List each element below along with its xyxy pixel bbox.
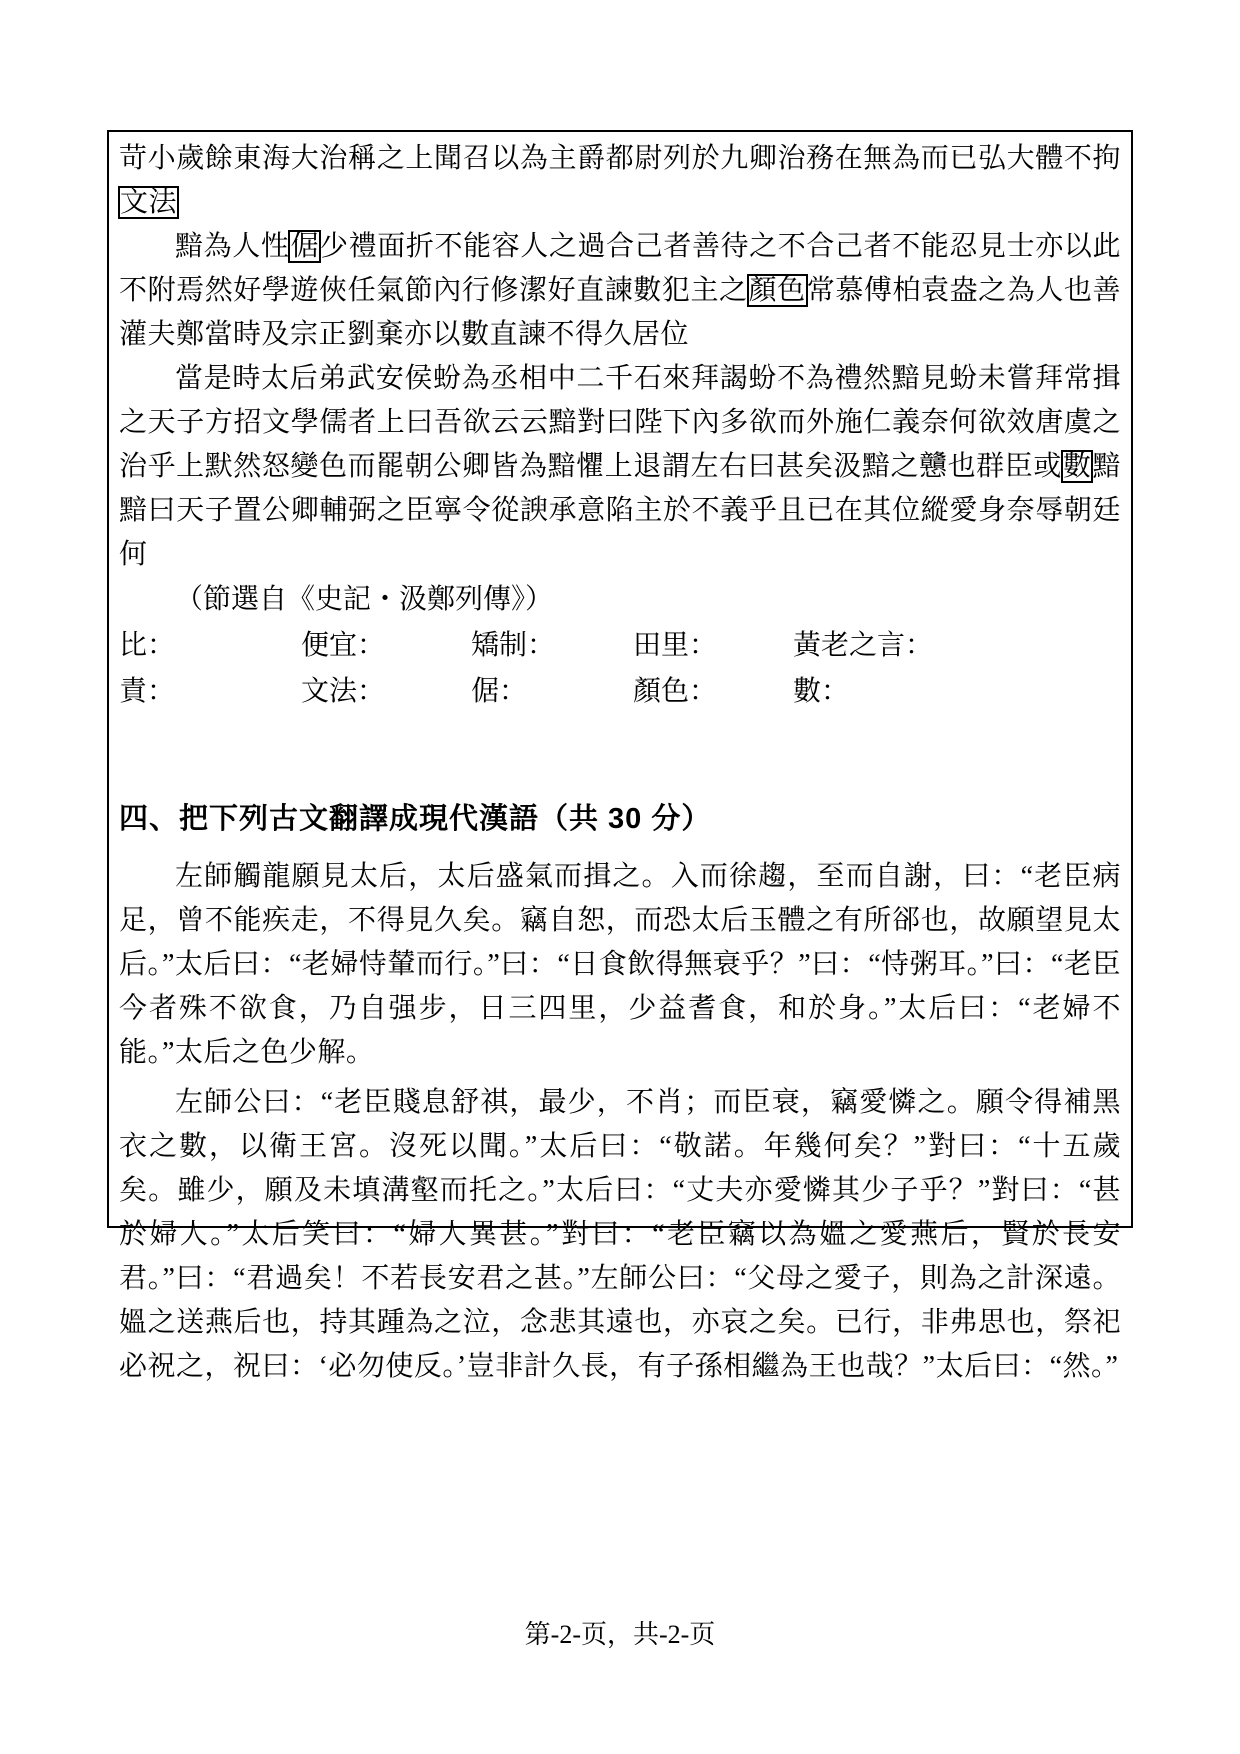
term-label: 文法： <box>301 676 386 707</box>
section-4-heading: 四、把下列古文翻譯成現代漢語（共 30 分） <box>119 803 712 835</box>
passage-source: （節選自《史記・汲鄭列傳》） <box>175 584 554 615</box>
boxed-term: 數 <box>1062 451 1092 482</box>
term-label: 倨： <box>471 676 528 707</box>
term-label: 田里： <box>633 630 718 661</box>
content-box <box>107 130 1133 1382</box>
term-label: 比： <box>119 630 176 661</box>
translation-paragraph-2: 左師公曰：“老臣賤息舒祺，最少，不肖；而臣衰，竊愛憐之。願令得補黑衣之數，以衛王宮。沒死以聞。”太后曰：“敬諾。年幾何矣？”對曰：“十五歲矣。雖少，願及未填溝壑而托之。”太后曰：“丈夫亦愛憐其少子乎？”對曰：“甚於婦人。”太后笑曰：“婦人異甚。”對曰：“老臣竊以為媼之愛燕后，賢於長安君。”曰：“君過矣！不若長安君之甚。”左師公曰：“父母之愛子，則為之計深遠。媼之送燕后也，持其踵為之泣，念悲其遠也，亦哀之矣。已行，非弗思也，祭祀必祝之，祝曰：‘必勿使反。’豈非計久長，有子孫相繼為王也哉？”太后曰：“然。” <box>119 1087 1121 1382</box>
passage-paragraph-1 <box>119 137 1121 225</box>
term-label: 黃老之言： <box>793 630 934 661</box>
passage-text: 少禮面折不能容人之過合己者善待之不合己者不能忍見士亦以此不附焉然好學遊俠任氣節內行修潔好直諫數犯主之 <box>119 231 1121 306</box>
terms-row-1 <box>119 623 1121 669</box>
passage-paragraph-2 <box>119 225 1121 357</box>
term-label: 顏色： <box>633 676 718 707</box>
boxed-term: 顏色 <box>748 275 806 306</box>
passage-text: 苛小歲餘東海大治稱之上聞召以為主爵都尉列於九卿治務在無為而已弘大體不拘 <box>119 143 1121 174</box>
term-label: 數： <box>793 676 850 707</box>
page-footer: 第-2-页，共-2-页 <box>524 1620 716 1649</box>
passage-text: 黯為人性 <box>175 231 290 262</box>
translation-paragraph-1: 左師觸龍願見太后，太后盛氣而揖之。入而徐趨，至而自謝，曰：“老臣病足，曾不能疾走，不得見久矣。竊自恕，而恐太后玉體之有所郤也，故願望見太后。”太后曰：“老婦恃輦而行。”曰：“日食飲得無衰乎？”曰：“恃粥耳。”曰：“老臣今者殊不欲食，乃自强步，日三四里，少益耆食，和於身。”太后曰：“老婦不能。”太后之色少解。 <box>119 861 1121 1068</box>
boxed-term: 文法 <box>120 187 178 218</box>
terms-row-2 <box>119 669 1121 715</box>
term-label: 便宜： <box>301 630 386 661</box>
passage-text: 黯黯曰天子置公卿輔弼之臣寧令從諛承意陷主於不義乎且已在其位縱愛身奈辱朝廷何 <box>119 451 1121 570</box>
passage-text: 常慕傅柏袁盎之為人也善灌夫鄭當時及宗正劉棄亦以數直諫不得久居位 <box>119 275 1121 350</box>
boxed-term: 倨 <box>290 231 320 262</box>
term-label: 責： <box>119 676 176 707</box>
passage-text: 當是時太后弟武安侯蚡為丞相中二千石來拜謁蚡不為禮然黯見蚡未嘗拜常揖之天子方招文學儒者上曰吾欲云云黯對曰陛下內多欲而外施仁義奈何欲效唐虞之治乎上默然怒變色而罷朝公卿皆為黯懼上退謂左右曰甚矣汲黯之戇也群臣或 <box>119 363 1121 482</box>
passage-paragraph-3 <box>119 357 1121 577</box>
term-label: 矯制： <box>471 630 556 661</box>
